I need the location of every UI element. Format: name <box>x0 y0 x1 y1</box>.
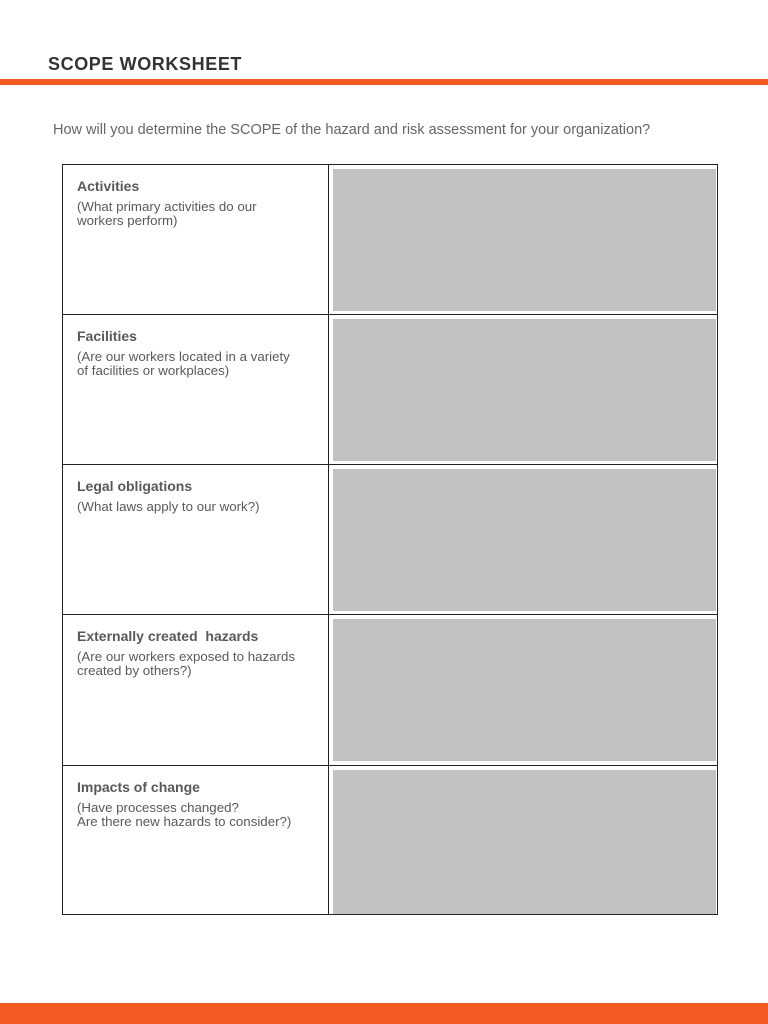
worksheet-row-facilities <box>63 314 717 465</box>
footer-bar <box>0 1003 768 1024</box>
row-label-cell <box>63 465 329 614</box>
worksheet-row-impacts-of-change <box>63 765 717 914</box>
worksheet-row-activities <box>63 165 717 315</box>
row-heading: Facilities <box>77 328 137 344</box>
worksheet-row-external-hazards <box>63 614 717 765</box>
row-hint: (Are our workers located in a variety of facilities or workplaces) <box>77 349 290 378</box>
title-underline-bar <box>0 79 768 85</box>
row-label-cell <box>63 615 329 765</box>
legal-obligations-answer-field[interactable] <box>333 469 716 611</box>
page-title: SCOPE WORKSHEET <box>48 54 243 74</box>
row-label-cell <box>63 315 329 465</box>
worksheet-row-legal-obligations <box>63 464 717 614</box>
scope-worksheet-table <box>62 164 718 915</box>
impacts-of-change-answer-field[interactable] <box>333 770 716 914</box>
row-label-cell <box>63 766 329 914</box>
row-hint: (What laws apply to our work?) <box>77 499 260 514</box>
row-heading: Externally created hazards <box>77 628 259 644</box>
worksheet-question: How will you determine the SCOPE of the hazard and risk assessment for your organization? <box>53 122 651 138</box>
external-hazards-answer-field[interactable] <box>333 619 716 761</box>
row-hint: (Have processes changed? Are there new hazards to consider?) <box>77 800 292 829</box>
row-hint: (What primary activities do our workers perform) <box>77 199 257 228</box>
row-label-cell <box>63 165 329 315</box>
facilities-answer-field[interactable] <box>333 319 716 461</box>
row-heading: Legal obligations <box>77 478 193 494</box>
row-heading: Impacts of change <box>77 779 200 795</box>
row-heading: Activities <box>77 178 140 194</box>
activities-answer-field[interactable] <box>333 169 716 311</box>
row-hint: (Are our workers exposed to hazards created by others?) <box>77 649 296 678</box>
